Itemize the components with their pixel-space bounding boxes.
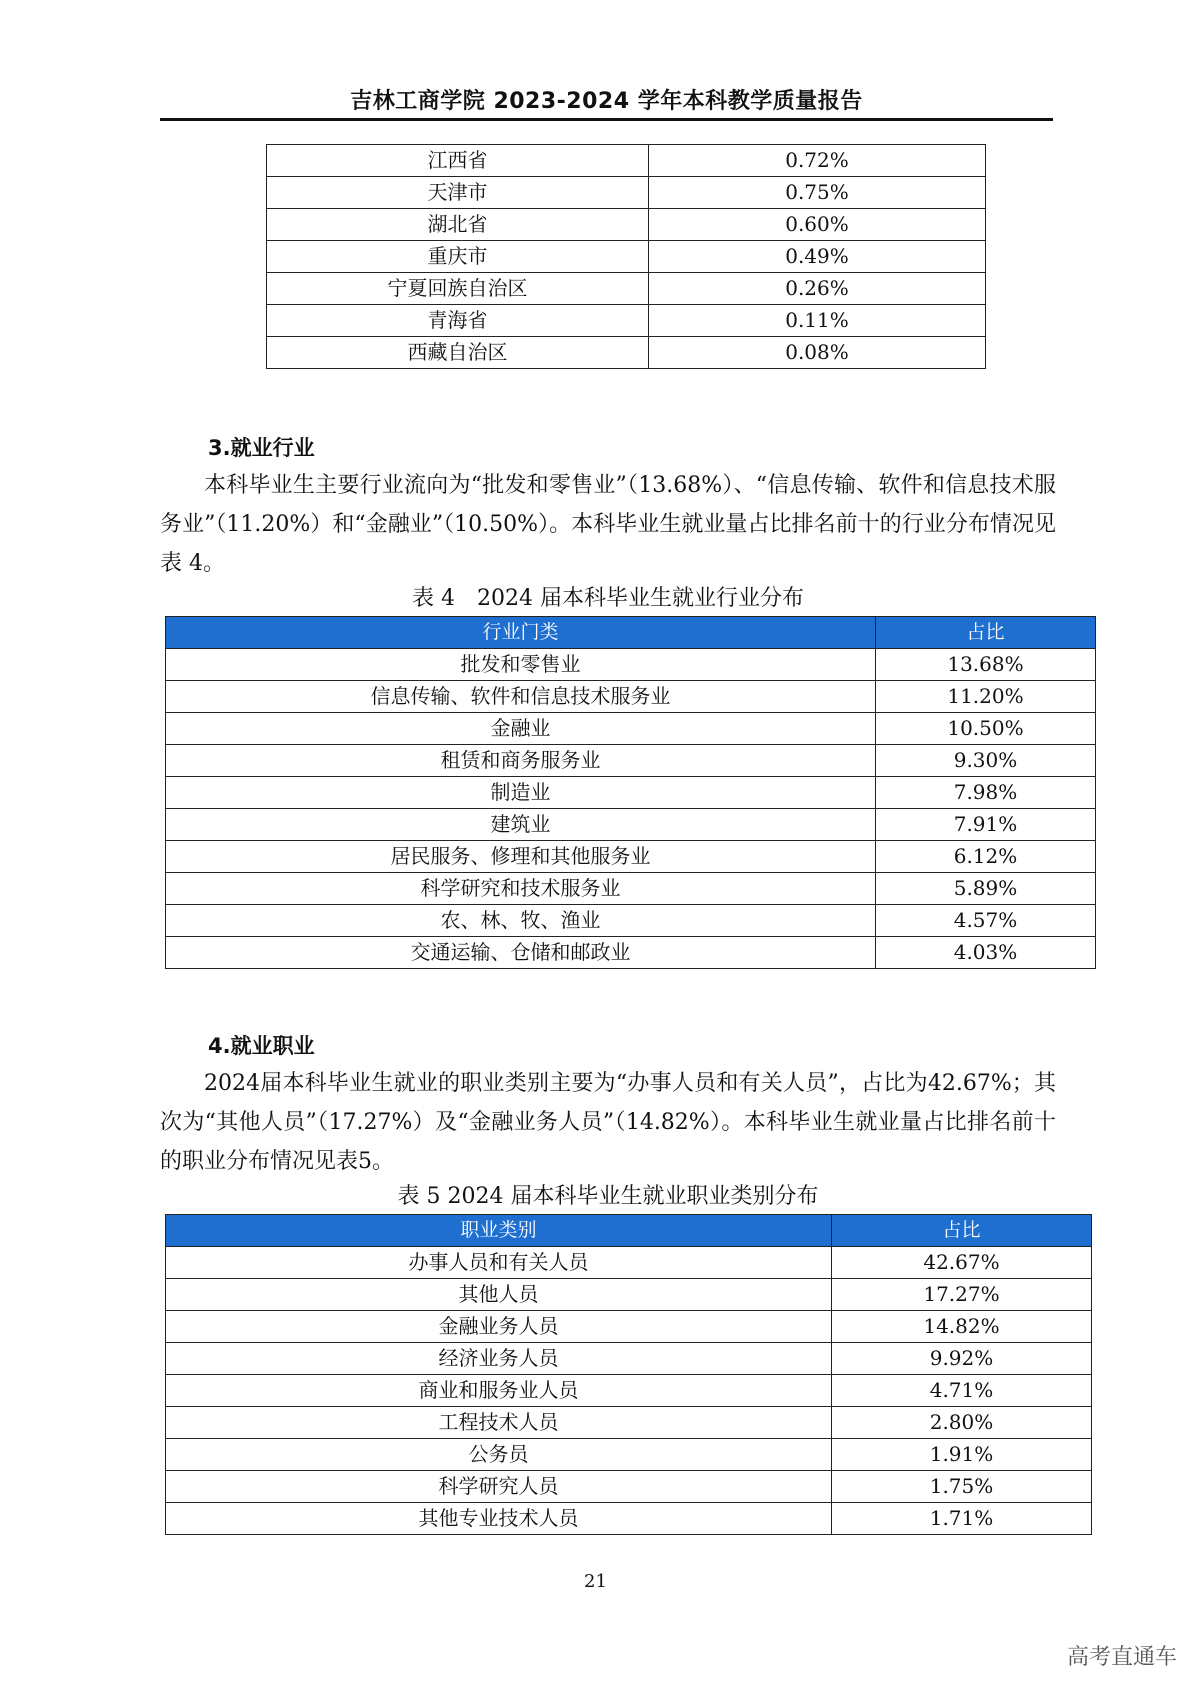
table-row — [166, 905, 1096, 937]
table5-caption: 表 5 2024 届本科毕业生就业职业类别分布 — [397, 1184, 819, 1209]
table-row — [267, 305, 986, 337]
table-cell-label: 宁夏回族自治区 — [267, 273, 649, 305]
table-cell-label: 科学研究人员 — [166, 1471, 832, 1503]
table-cell-label: 其他人员 — [166, 1279, 832, 1311]
table-cell-value: 0.60% — [649, 209, 986, 241]
table5-header-share: 占比 — [832, 1215, 1092, 1247]
table-row — [166, 649, 1096, 681]
paragraph-industry: 本科毕业生主要行业流向为“批发和零售业”（13.68%）、“信息传输、软件和信息技术服务业”（11.20%）和“金融业”（10.50%）。本科毕业生就业量占比排名前十的行业分布情况见表 4。 — [160, 473, 1056, 576]
table-cell-value: 7.98% — [876, 777, 1096, 809]
table5-occupation-distribution — [165, 1214, 1092, 1535]
page-number: 21 — [584, 1571, 607, 1592]
table-row — [166, 1375, 1092, 1407]
table-row — [267, 145, 986, 177]
table-cell-value: 9.92% — [832, 1343, 1092, 1375]
table-row — [267, 209, 986, 241]
table-cell-label: 科学研究和技术服务业 — [166, 873, 876, 905]
table-cell-value: 6.12% — [876, 841, 1096, 873]
table-cell-value: 1.91% — [832, 1439, 1092, 1471]
table-cell-label: 办事人员和有关人员 — [166, 1247, 832, 1279]
table-cell-value: 4.03% — [876, 937, 1096, 969]
table-cell-value: 0.72% — [649, 145, 986, 177]
table-cell-label: 金融业务人员 — [166, 1311, 832, 1343]
table-cell-label: 租赁和商务服务业 — [166, 745, 876, 777]
table4-header-category: 行业门类 — [166, 617, 876, 649]
table-cell-label: 农、林、牧、渔业 — [166, 905, 876, 937]
table-cell-value: 0.08% — [649, 337, 986, 369]
table-cell-label: 制造业 — [166, 777, 876, 809]
table-row — [166, 1311, 1092, 1343]
table-cell-value: 13.68% — [876, 649, 1096, 681]
table-row — [267, 337, 986, 369]
table-cell-value: 11.20% — [876, 681, 1096, 713]
table-row — [166, 745, 1096, 777]
table-cell-label: 金融业 — [166, 713, 876, 745]
watermark-text: 高考直通车 — [1066, 1645, 1177, 1670]
table-cell-label: 经济业务人员 — [166, 1343, 832, 1375]
table-row — [166, 809, 1096, 841]
section-heading-industry: 3.就业行业 — [208, 436, 315, 460]
table-cell-value: 42.67% — [832, 1247, 1092, 1279]
table-row — [166, 777, 1096, 809]
table-cell-value: 1.75% — [832, 1471, 1092, 1503]
table-row — [166, 713, 1096, 745]
table-cell-label: 青海省 — [267, 305, 649, 337]
table-row — [166, 937, 1096, 969]
table-cell-value: 9.30% — [876, 745, 1096, 777]
table-row — [166, 1471, 1092, 1503]
table-row — [166, 681, 1096, 713]
table4-caption: 表 4 2024 届本科毕业生就业行业分布 — [412, 586, 804, 611]
table-provinces-continued — [266, 144, 986, 369]
table-cell-label: 工程技术人员 — [166, 1407, 832, 1439]
page-header-title: 吉林工商学院 2023-2024 学年本科教学质量报告 — [350, 89, 863, 114]
table-row — [267, 273, 986, 305]
table-row — [166, 1279, 1092, 1311]
table-row — [166, 1343, 1092, 1375]
table-cell-label: 其他专业技术人员 — [166, 1503, 832, 1535]
table-row — [166, 873, 1096, 905]
table-cell-label: 信息传输、软件和信息技术服务业 — [166, 681, 876, 713]
section-heading-occupation: 4.就业职业 — [208, 1034, 315, 1058]
table-cell-value: 0.49% — [649, 241, 986, 273]
table-cell-value: 0.11% — [649, 305, 986, 337]
table-cell-label: 商业和服务业人员 — [166, 1375, 832, 1407]
table-row — [267, 241, 986, 273]
table-row — [166, 841, 1096, 873]
table-row — [166, 1407, 1092, 1439]
table-cell-label: 江西省 — [267, 145, 649, 177]
table-cell-value: 0.26% — [649, 273, 986, 305]
table5-header-category: 职业类别 — [166, 1215, 832, 1247]
table-cell-label: 居民服务、修理和其他服务业 — [166, 841, 876, 873]
table-cell-label: 西藏自治区 — [267, 337, 649, 369]
table-cell-value: 5.89% — [876, 873, 1096, 905]
table-row — [166, 1503, 1092, 1535]
table-row — [166, 1247, 1092, 1279]
table-cell-label: 湖北省 — [267, 209, 649, 241]
table4-industry-distribution — [165, 616, 1096, 969]
table-cell-value: 14.82% — [832, 1311, 1092, 1343]
table-cell-value: 1.71% — [832, 1503, 1092, 1535]
table-row — [267, 177, 986, 209]
table-cell-value: 4.71% — [832, 1375, 1092, 1407]
table-cell-label: 批发和零售业 — [166, 649, 876, 681]
table-cell-value: 7.91% — [876, 809, 1096, 841]
table-cell-label: 交通运输、仓储和邮政业 — [166, 937, 876, 969]
table-cell-label: 建筑业 — [166, 809, 876, 841]
table-cell-value: 4.57% — [876, 905, 1096, 937]
table-cell-value: 2.80% — [832, 1407, 1092, 1439]
table-cell-label: 公务员 — [166, 1439, 832, 1471]
table-cell-label: 重庆市 — [267, 241, 649, 273]
table-row — [166, 1439, 1092, 1471]
table-cell-label: 天津市 — [267, 177, 649, 209]
paragraph-occupation: 2024届本科毕业生就业的职业类别主要为“办事人员和有关人员”，占比为42.67%；其次为“其他人员”（17.27%）及“金融业务人员”（14.82%）。本科毕业生就业量占比排名前十的职业分布情况见表5。 — [160, 1071, 1056, 1174]
table-cell-value: 10.50% — [876, 713, 1096, 745]
table-cell-value: 0.75% — [649, 177, 986, 209]
table4-header-share: 占比 — [876, 617, 1096, 649]
table-cell-value: 17.27% — [832, 1279, 1092, 1311]
header-rule — [160, 118, 1053, 121]
